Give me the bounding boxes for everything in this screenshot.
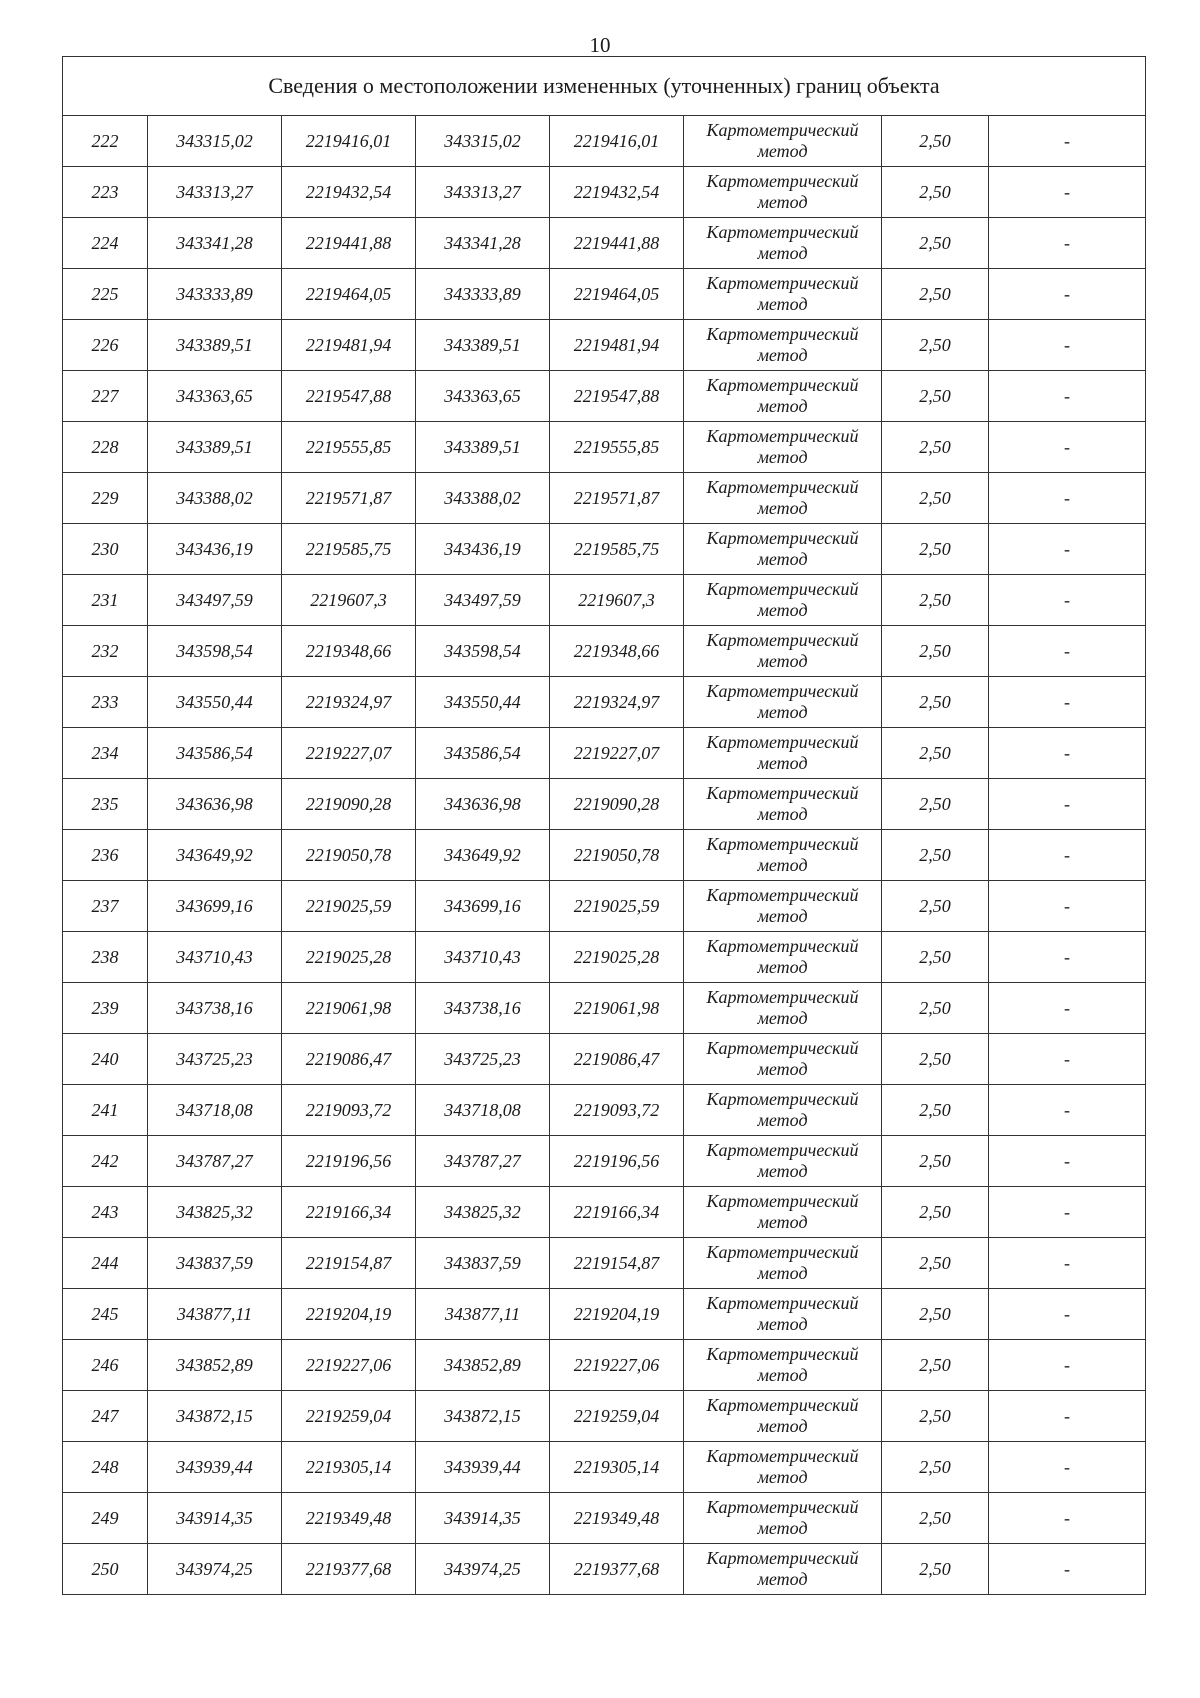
table-caption: Сведения о местоположении измененных (уточненных) границ объекта: [63, 57, 1146, 116]
method-cell: Картометрический метод: [684, 269, 882, 320]
description-cell: -: [989, 422, 1146, 473]
method-cell: Картометрический метод: [684, 1493, 882, 1544]
y-existing-cell: 2219481,94: [282, 320, 416, 371]
y-existing-cell: 2219571,87: [282, 473, 416, 524]
x-refined-cell: 343389,51: [416, 422, 550, 473]
method-cell: Картометрический метод: [684, 932, 882, 983]
point-number-cell: 250: [63, 1544, 148, 1595]
accuracy-cell: 2,50: [882, 320, 989, 371]
accuracy-cell: 2,50: [882, 422, 989, 473]
method-cell: Картометрический метод: [684, 1085, 882, 1136]
x-refined-cell: 343436,19: [416, 524, 550, 575]
y-refined-cell: 2219349,48: [550, 1493, 684, 1544]
method-cell: Картометрический метод: [684, 779, 882, 830]
description-cell: -: [989, 116, 1146, 167]
point-number-cell: 240: [63, 1034, 148, 1085]
table-row: [63, 1544, 1146, 1595]
table-row: [63, 1493, 1146, 1544]
method-cell: Картометрический метод: [684, 422, 882, 473]
y-existing-cell: 2219050,78: [282, 830, 416, 881]
accuracy-cell: 2,50: [882, 779, 989, 830]
point-number-cell: 244: [63, 1238, 148, 1289]
y-existing-cell: 2219416,01: [282, 116, 416, 167]
y-existing-cell: 2219464,05: [282, 269, 416, 320]
accuracy-cell: 2,50: [882, 371, 989, 422]
x-refined-cell: 343974,25: [416, 1544, 550, 1595]
x-refined-cell: 343363,65: [416, 371, 550, 422]
description-cell: -: [989, 1391, 1146, 1442]
y-existing-cell: 2219025,28: [282, 932, 416, 983]
method-cell: Картометрический метод: [684, 728, 882, 779]
x-existing-cell: 343598,54: [148, 626, 282, 677]
table-row: [63, 167, 1146, 218]
x-existing-cell: 343872,15: [148, 1391, 282, 1442]
point-number-cell: 236: [63, 830, 148, 881]
method-cell: Картометрический метод: [684, 677, 882, 728]
x-refined-cell: 343497,59: [416, 575, 550, 626]
method-cell: Картометрический метод: [684, 983, 882, 1034]
y-refined-cell: 2219061,98: [550, 983, 684, 1034]
accuracy-cell: 2,50: [882, 830, 989, 881]
x-refined-cell: 343649,92: [416, 830, 550, 881]
y-refined-cell: 2219348,66: [550, 626, 684, 677]
y-refined-cell: 2219571,87: [550, 473, 684, 524]
x-existing-cell: 343852,89: [148, 1340, 282, 1391]
description-cell: -: [989, 881, 1146, 932]
x-existing-cell: 343550,44: [148, 677, 282, 728]
table-row: [63, 422, 1146, 473]
description-cell: -: [989, 473, 1146, 524]
accuracy-cell: 2,50: [882, 1238, 989, 1289]
y-refined-cell: 2219093,72: [550, 1085, 684, 1136]
method-cell: Картометрический метод: [684, 218, 882, 269]
y-existing-cell: 2219585,75: [282, 524, 416, 575]
table-row: [63, 218, 1146, 269]
y-refined-cell: 2219154,87: [550, 1238, 684, 1289]
point-number-cell: 242: [63, 1136, 148, 1187]
y-existing-cell: 2219166,34: [282, 1187, 416, 1238]
description-cell: -: [989, 1136, 1146, 1187]
point-number-cell: 223: [63, 167, 148, 218]
y-existing-cell: 2219259,04: [282, 1391, 416, 1442]
x-refined-cell: 343388,02: [416, 473, 550, 524]
x-existing-cell: 343388,02: [148, 473, 282, 524]
description-cell: -: [989, 677, 1146, 728]
point-number-cell: 248: [63, 1442, 148, 1493]
description-cell: -: [989, 983, 1146, 1034]
x-refined-cell: 343837,59: [416, 1238, 550, 1289]
x-refined-cell: 343877,11: [416, 1289, 550, 1340]
method-cell: Картометрический метод: [684, 1187, 882, 1238]
table-row: [63, 524, 1146, 575]
x-refined-cell: 343718,08: [416, 1085, 550, 1136]
accuracy-cell: 2,50: [882, 524, 989, 575]
description-cell: -: [989, 1442, 1146, 1493]
x-existing-cell: 343436,19: [148, 524, 282, 575]
y-existing-cell: 2219204,19: [282, 1289, 416, 1340]
table-row: [63, 1238, 1146, 1289]
point-number-cell: 226: [63, 320, 148, 371]
method-cell: Картометрический метод: [684, 626, 882, 677]
x-existing-cell: 343363,65: [148, 371, 282, 422]
x-refined-cell: 343598,54: [416, 626, 550, 677]
method-cell: Картометрический метод: [684, 881, 882, 932]
method-cell: Картометрический метод: [684, 371, 882, 422]
accuracy-cell: 2,50: [882, 1187, 989, 1238]
accuracy-cell: 2,50: [882, 983, 989, 1034]
accuracy-cell: 2,50: [882, 1544, 989, 1595]
description-cell: -: [989, 1289, 1146, 1340]
y-existing-cell: 2219555,85: [282, 422, 416, 473]
accuracy-cell: 2,50: [882, 218, 989, 269]
y-refined-cell: 2219555,85: [550, 422, 684, 473]
point-number-cell: 235: [63, 779, 148, 830]
table-row: [63, 116, 1146, 167]
table-row: [63, 269, 1146, 320]
method-cell: Картометрический метод: [684, 524, 882, 575]
x-existing-cell: 343837,59: [148, 1238, 282, 1289]
y-refined-cell: 2219090,28: [550, 779, 684, 830]
method-cell: Картометрический метод: [684, 1238, 882, 1289]
point-number-cell: 230: [63, 524, 148, 575]
description-cell: -: [989, 167, 1146, 218]
x-refined-cell: 343787,27: [416, 1136, 550, 1187]
point-number-cell: 237: [63, 881, 148, 932]
y-refined-cell: 2219025,59: [550, 881, 684, 932]
description-cell: -: [989, 575, 1146, 626]
y-existing-cell: 2219154,87: [282, 1238, 416, 1289]
accuracy-cell: 2,50: [882, 932, 989, 983]
y-existing-cell: 2219025,59: [282, 881, 416, 932]
accuracy-cell: 2,50: [882, 1034, 989, 1085]
table-row: [63, 320, 1146, 371]
y-refined-cell: 2219305,14: [550, 1442, 684, 1493]
y-refined-cell: 2219441,88: [550, 218, 684, 269]
method-cell: Картометрический метод: [684, 830, 882, 881]
x-refined-cell: 343636,98: [416, 779, 550, 830]
description-cell: -: [989, 1544, 1146, 1595]
y-existing-cell: 2219349,48: [282, 1493, 416, 1544]
table-caption-row: [63, 57, 1146, 116]
y-existing-cell: 2219086,47: [282, 1034, 416, 1085]
method-cell: Картометрический метод: [684, 1289, 882, 1340]
method-cell: Картометрический метод: [684, 167, 882, 218]
x-refined-cell: 343852,89: [416, 1340, 550, 1391]
method-cell: Картометрический метод: [684, 575, 882, 626]
y-existing-cell: 2219305,14: [282, 1442, 416, 1493]
accuracy-cell: 2,50: [882, 1289, 989, 1340]
description-cell: -: [989, 626, 1146, 677]
point-number-cell: 239: [63, 983, 148, 1034]
x-existing-cell: 343341,28: [148, 218, 282, 269]
y-refined-cell: 2219464,05: [550, 269, 684, 320]
y-refined-cell: 2219166,34: [550, 1187, 684, 1238]
point-number-cell: 246: [63, 1340, 148, 1391]
table-row: [63, 1442, 1146, 1493]
x-existing-cell: 343333,89: [148, 269, 282, 320]
method-cell: Картометрический метод: [684, 1136, 882, 1187]
x-existing-cell: 343313,27: [148, 167, 282, 218]
point-number-cell: 233: [63, 677, 148, 728]
point-number-cell: 232: [63, 626, 148, 677]
x-refined-cell: 343389,51: [416, 320, 550, 371]
x-existing-cell: 343787,27: [148, 1136, 282, 1187]
y-existing-cell: 2219441,88: [282, 218, 416, 269]
y-refined-cell: 2219585,75: [550, 524, 684, 575]
x-refined-cell: 343738,16: [416, 983, 550, 1034]
y-refined-cell: 2219227,07: [550, 728, 684, 779]
table-row: [63, 779, 1146, 830]
description-cell: -: [989, 524, 1146, 575]
y-existing-cell: 2219090,28: [282, 779, 416, 830]
point-number-cell: 227: [63, 371, 148, 422]
y-existing-cell: 2219093,72: [282, 1085, 416, 1136]
table-row: [63, 728, 1146, 779]
y-refined-cell: 2219196,56: [550, 1136, 684, 1187]
point-number-cell: 228: [63, 422, 148, 473]
table-row: [63, 881, 1146, 932]
x-existing-cell: 343389,51: [148, 320, 282, 371]
table-row: [63, 830, 1146, 881]
accuracy-cell: 2,50: [882, 626, 989, 677]
x-existing-cell: 343877,11: [148, 1289, 282, 1340]
y-existing-cell: 2219227,07: [282, 728, 416, 779]
x-existing-cell: 343699,16: [148, 881, 282, 932]
point-number-cell: 222: [63, 116, 148, 167]
table-body: [63, 116, 1146, 1595]
point-number-cell: 247: [63, 1391, 148, 1442]
x-existing-cell: 343389,51: [148, 422, 282, 473]
point-number-cell: 231: [63, 575, 148, 626]
description-cell: -: [989, 830, 1146, 881]
point-number-cell: 243: [63, 1187, 148, 1238]
accuracy-cell: 2,50: [882, 1493, 989, 1544]
y-refined-cell: 2219324,97: [550, 677, 684, 728]
description-cell: -: [989, 728, 1146, 779]
y-refined-cell: 2219607,3: [550, 575, 684, 626]
x-existing-cell: 343497,59: [148, 575, 282, 626]
x-refined-cell: 343825,32: [416, 1187, 550, 1238]
point-number-cell: 245: [63, 1289, 148, 1340]
description-cell: -: [989, 1340, 1146, 1391]
accuracy-cell: 2,50: [882, 1136, 989, 1187]
x-refined-cell: 343710,43: [416, 932, 550, 983]
y-existing-cell: 2219196,56: [282, 1136, 416, 1187]
y-refined-cell: 2219025,28: [550, 932, 684, 983]
table-row: [63, 1034, 1146, 1085]
table-row: [63, 1136, 1146, 1187]
description-cell: -: [989, 779, 1146, 830]
method-cell: Картометрический метод: [684, 1391, 882, 1442]
y-refined-cell: 2219416,01: [550, 116, 684, 167]
method-cell: Картометрический метод: [684, 1340, 882, 1391]
method-cell: Картометрический метод: [684, 320, 882, 371]
x-refined-cell: 343315,02: [416, 116, 550, 167]
boundary-coordinates-table: [62, 56, 1146, 1595]
y-refined-cell: 2219547,88: [550, 371, 684, 422]
y-existing-cell: 2219348,66: [282, 626, 416, 677]
x-refined-cell: 343333,89: [416, 269, 550, 320]
x-refined-cell: 343550,44: [416, 677, 550, 728]
x-existing-cell: 343939,44: [148, 1442, 282, 1493]
description-cell: -: [989, 1034, 1146, 1085]
accuracy-cell: 2,50: [882, 269, 989, 320]
table-row: [63, 983, 1146, 1034]
description-cell: -: [989, 1238, 1146, 1289]
description-cell: -: [989, 218, 1146, 269]
point-number-cell: 249: [63, 1493, 148, 1544]
description-cell: -: [989, 320, 1146, 371]
page-number: 10: [589, 33, 611, 57]
table-row: [63, 1340, 1146, 1391]
accuracy-cell: 2,50: [882, 881, 989, 932]
point-number-cell: 241: [63, 1085, 148, 1136]
table-row: [63, 626, 1146, 677]
x-existing-cell: 343586,54: [148, 728, 282, 779]
accuracy-cell: 2,50: [882, 728, 989, 779]
description-cell: -: [989, 932, 1146, 983]
method-cell: Картометрический метод: [684, 473, 882, 524]
y-refined-cell: 2219227,06: [550, 1340, 684, 1391]
x-existing-cell: 343718,08: [148, 1085, 282, 1136]
accuracy-cell: 2,50: [882, 677, 989, 728]
description-cell: -: [989, 1187, 1146, 1238]
point-number-cell: 225: [63, 269, 148, 320]
x-existing-cell: 343974,25: [148, 1544, 282, 1595]
table-row: [63, 473, 1146, 524]
accuracy-cell: 2,50: [882, 1085, 989, 1136]
table-row: [63, 677, 1146, 728]
y-existing-cell: 2219547,88: [282, 371, 416, 422]
x-existing-cell: 343738,16: [148, 983, 282, 1034]
x-existing-cell: 343914,35: [148, 1493, 282, 1544]
x-refined-cell: 343914,35: [416, 1493, 550, 1544]
accuracy-cell: 2,50: [882, 1391, 989, 1442]
y-refined-cell: 2219204,19: [550, 1289, 684, 1340]
method-cell: Картометрический метод: [684, 116, 882, 167]
x-existing-cell: 343825,32: [148, 1187, 282, 1238]
y-existing-cell: 2219227,06: [282, 1340, 416, 1391]
x-refined-cell: 343939,44: [416, 1442, 550, 1493]
y-refined-cell: 2219259,04: [550, 1391, 684, 1442]
y-refined-cell: 2219481,94: [550, 320, 684, 371]
x-refined-cell: 343872,15: [416, 1391, 550, 1442]
y-existing-cell: 2219061,98: [282, 983, 416, 1034]
y-existing-cell: 2219324,97: [282, 677, 416, 728]
table-row: [63, 1289, 1146, 1340]
table-row: [63, 1085, 1146, 1136]
x-refined-cell: 343725,23: [416, 1034, 550, 1085]
x-existing-cell: 343710,43: [148, 932, 282, 983]
x-refined-cell: 343586,54: [416, 728, 550, 779]
x-existing-cell: 343315,02: [148, 116, 282, 167]
point-number-cell: 224: [63, 218, 148, 269]
y-existing-cell: 2219432,54: [282, 167, 416, 218]
y-refined-cell: 2219050,78: [550, 830, 684, 881]
accuracy-cell: 2,50: [882, 1442, 989, 1493]
method-cell: Картометрический метод: [684, 1544, 882, 1595]
method-cell: Картометрический метод: [684, 1442, 882, 1493]
point-number-cell: 234: [63, 728, 148, 779]
accuracy-cell: 2,50: [882, 575, 989, 626]
y-refined-cell: 2219432,54: [550, 167, 684, 218]
accuracy-cell: 2,50: [882, 116, 989, 167]
point-number-cell: 238: [63, 932, 148, 983]
x-existing-cell: 343636,98: [148, 779, 282, 830]
accuracy-cell: 2,50: [882, 167, 989, 218]
description-cell: -: [989, 1493, 1146, 1544]
description-cell: -: [989, 371, 1146, 422]
table-row: [63, 932, 1146, 983]
accuracy-cell: 2,50: [882, 1340, 989, 1391]
x-refined-cell: 343313,27: [416, 167, 550, 218]
x-existing-cell: 343649,92: [148, 830, 282, 881]
accuracy-cell: 2,50: [882, 473, 989, 524]
y-refined-cell: 2219086,47: [550, 1034, 684, 1085]
table-row: [63, 371, 1146, 422]
y-existing-cell: 2219607,3: [282, 575, 416, 626]
point-number-cell: 229: [63, 473, 148, 524]
table-row: [63, 1391, 1146, 1442]
table-row: [63, 1187, 1146, 1238]
y-existing-cell: 2219377,68: [282, 1544, 416, 1595]
x-refined-cell: 343699,16: [416, 881, 550, 932]
x-existing-cell: 343725,23: [148, 1034, 282, 1085]
description-cell: -: [989, 269, 1146, 320]
y-refined-cell: 2219377,68: [550, 1544, 684, 1595]
description-cell: -: [989, 1085, 1146, 1136]
table-row: [63, 575, 1146, 626]
method-cell: Картометрический метод: [684, 1034, 882, 1085]
x-refined-cell: 343341,28: [416, 218, 550, 269]
